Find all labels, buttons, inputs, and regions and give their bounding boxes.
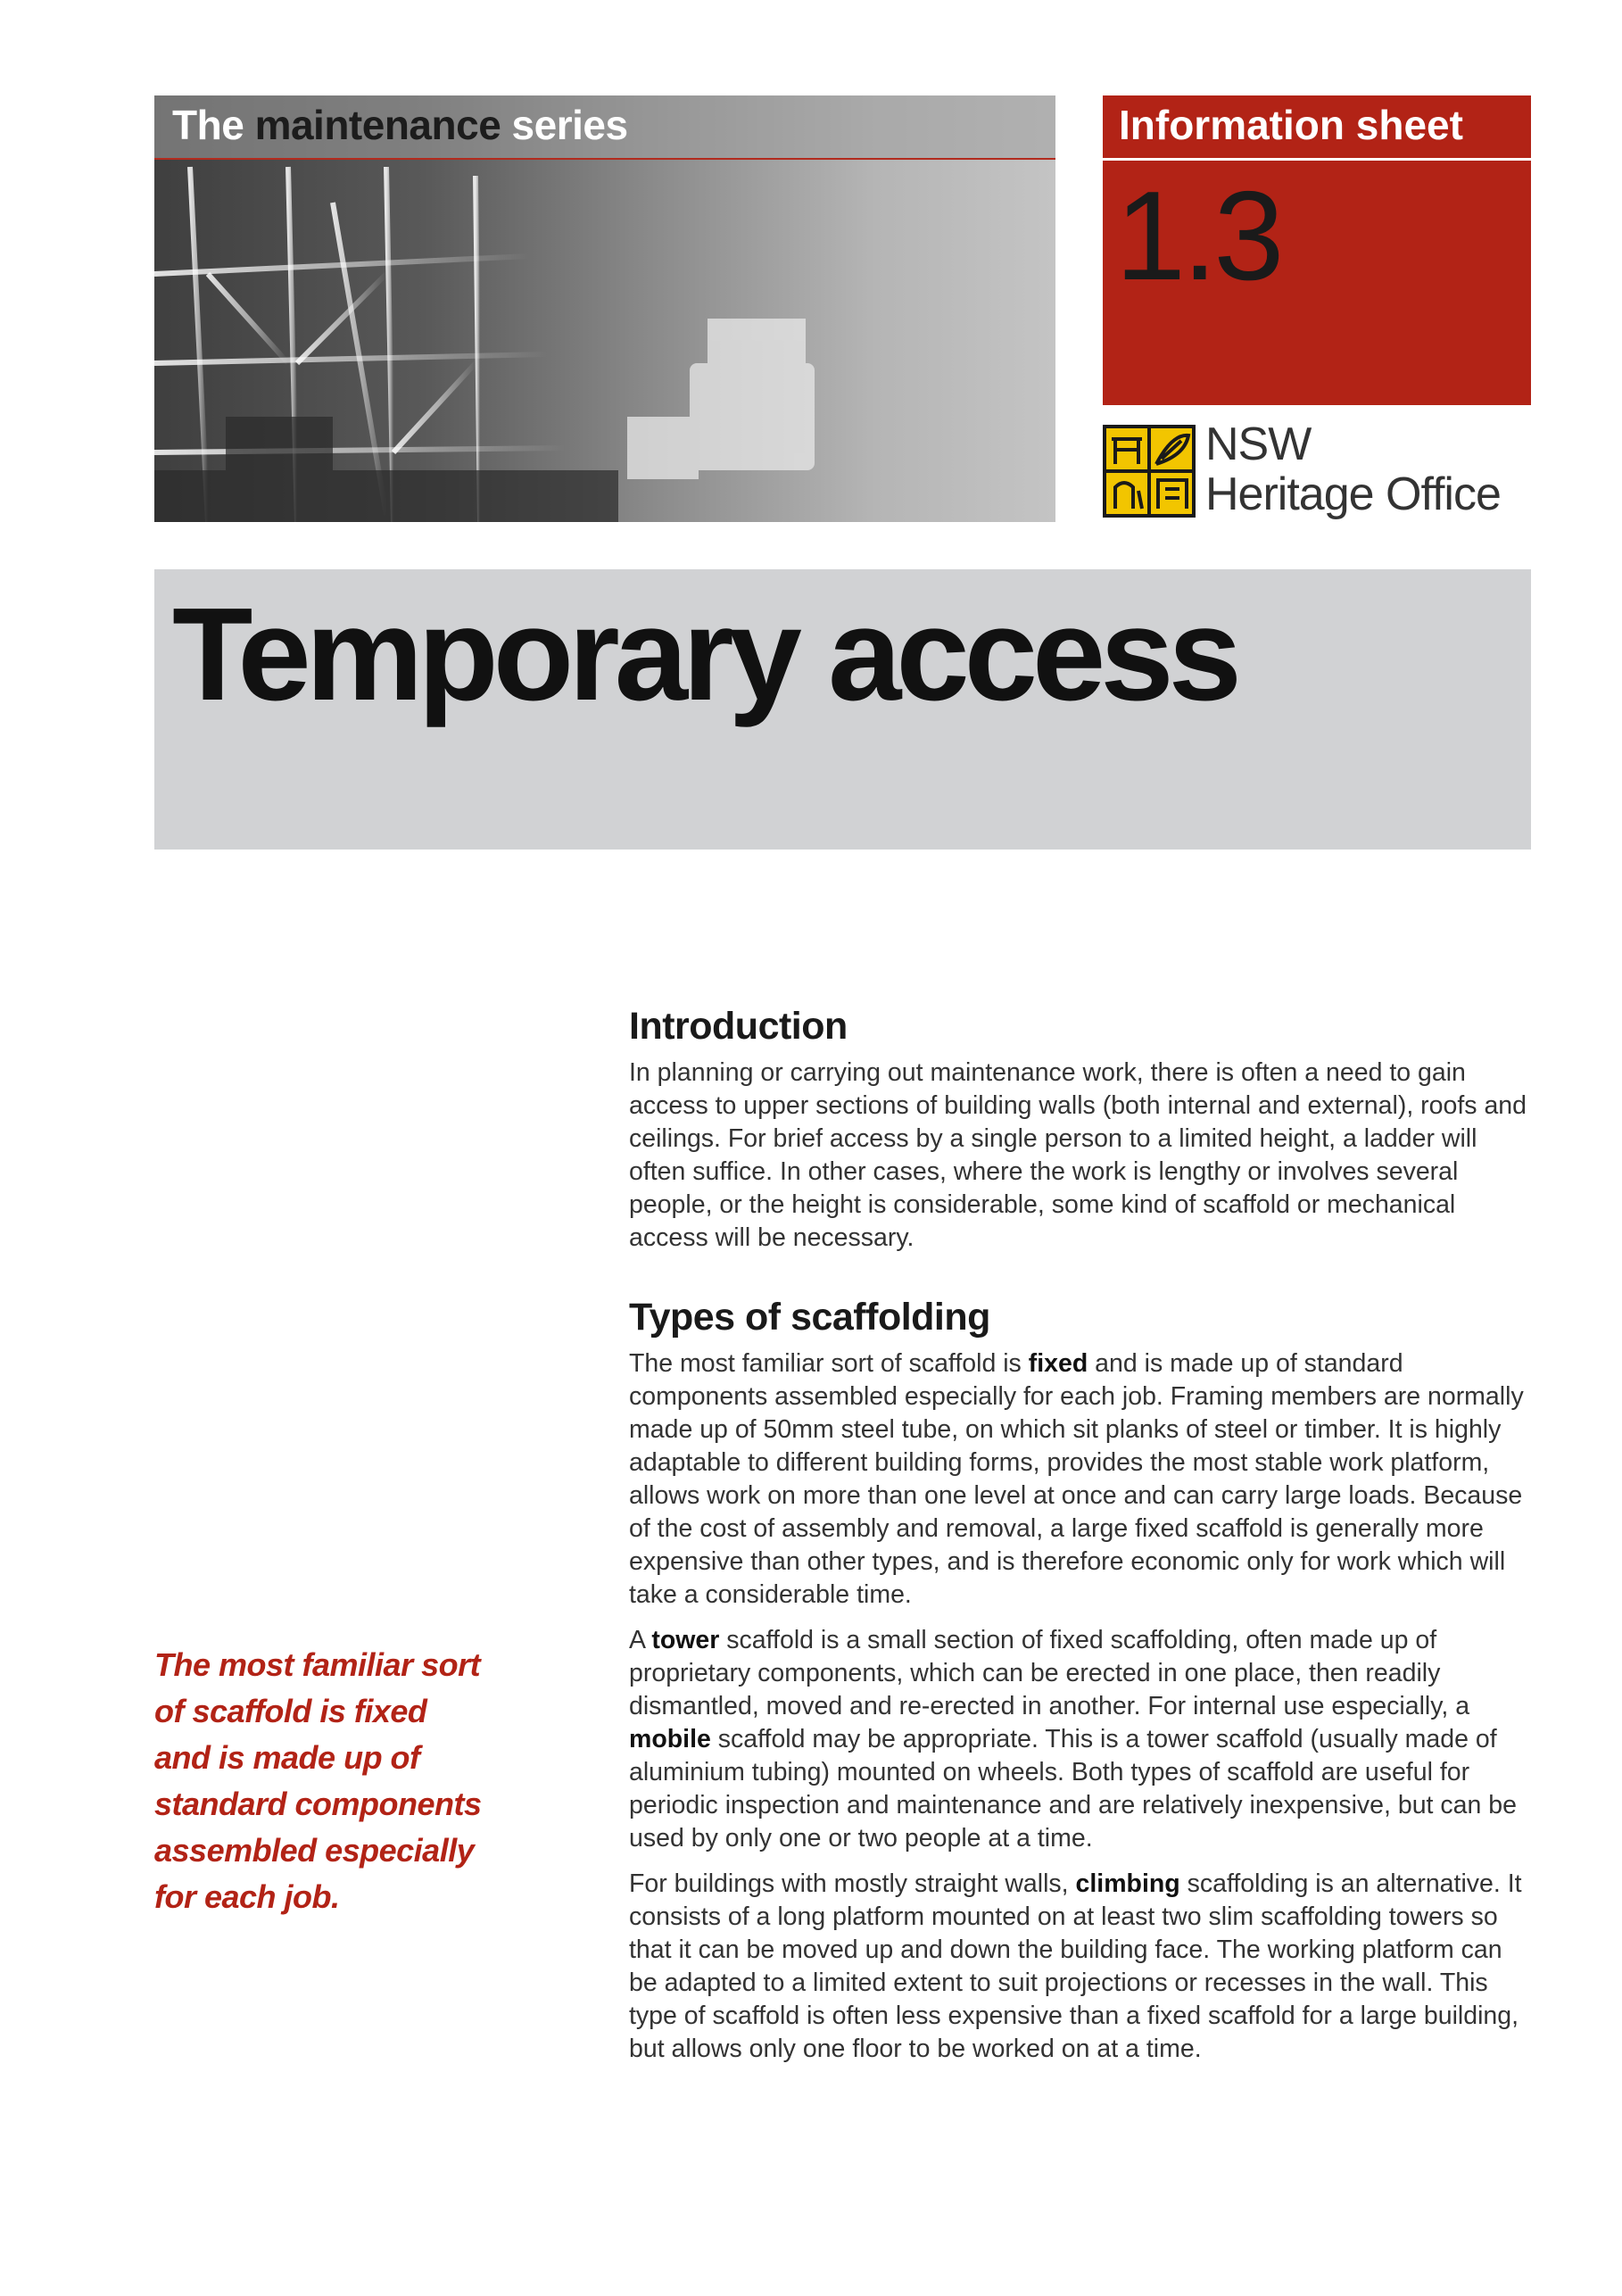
info-sheet-box: [1103, 95, 1531, 405]
section-types-of-scaffolding: [629, 1290, 1530, 2066]
info-sheet-label: Information sheet: [1119, 102, 1463, 148]
info-sheet-number: 1.3: [1115, 165, 1281, 307]
pull-quote: [154, 1642, 529, 1920]
pull-quote-line: of scaffold is fixed: [154, 1693, 427, 1729]
section-introduction: [629, 999, 1530, 1255]
text-run: The most familiar sort of scaffold is: [629, 1349, 1029, 1378]
pull-quote-line: assembled especially: [154, 1832, 475, 1869]
series-word-the: The: [172, 102, 255, 148]
pull-quote-line: standard components: [154, 1786, 482, 1822]
introduction-paragraph: In planning or carrying out maintenance work, there is often a need to gain access to upper sections of building walls (both internal and external), roofs and ceilings. For brief access by a single person to a limited height, a ladder will often suffice. In other cases, where the work is lengthy or involves several people, or the height is considerable, some kind of scaffold or mechanical access will be necessary.: [629, 1058, 1527, 1252]
info-sheet-divider: [1103, 158, 1531, 161]
organisation-name-line2: Heritage Office: [1205, 468, 1501, 520]
pull-quote-line: The most familiar sort: [154, 1646, 481, 1683]
series-word-maintenance: maintenance: [254, 102, 501, 148]
text-run: A: [629, 1626, 652, 1654]
pull-quote-line: and is made up of: [154, 1739, 420, 1776]
heritage-office-logo-icon: [1103, 425, 1196, 518]
types-paragraph-tower: [629, 1624, 1530, 1855]
term-tower: tower: [651, 1626, 720, 1654]
term-climbing: climbing: [1075, 1869, 1180, 1898]
series-title: [172, 101, 628, 149]
term-fixed: fixed: [1028, 1349, 1088, 1378]
text-run: scaffolding is an alternative. It consists of a long platform mounted on at least two slim scaffolding towers so that it can be moved up and down the building face. The working platform can be adapted to a limited extent to suit projections or recesses in the wall. This type of scaffold is often less expensive than a fixed scaffold for a large building, but allows only one floor to be worked on at a time.: [629, 1869, 1522, 2063]
text-run: scaffold is a small section of fixed scaffolding, often made up of proprietary components, which can be erected in one place, then readily dismantled, moved and re-erected in another. For internal use especially, a: [629, 1626, 1470, 1720]
section-heading-types: Types of scaffolding: [629, 1296, 990, 1339]
types-paragraph-fixed: [629, 1347, 1530, 1612]
types-paragraph-climbing: [629, 1868, 1530, 2066]
title-band: [154, 569, 1531, 850]
text-run: For buildings with mostly straight walls,: [629, 1869, 1076, 1898]
main-content: [629, 999, 1530, 2066]
organisation-name: [1205, 419, 1501, 519]
header-banner: [154, 95, 1055, 522]
series-word-series: series: [501, 102, 628, 148]
text-run: scaffold may be appropriate. This is a tower scaffold (usually made of aluminium tubing) mounted on wheels. Both types of scaffold are useful for periodic inspection and maintenance and are relatively inexpensive, but can be used by only one or two people at a time.: [629, 1725, 1517, 1853]
term-mobile: mobile: [629, 1725, 711, 1753]
pull-quote-line: for each job.: [154, 1878, 340, 1915]
section-heading-introduction: Introduction: [629, 1005, 848, 1048]
document-title: Temporary access: [172, 581, 1237, 728]
text-run: and is made up of standard components assembled especially for each job. Framing members are normally made up of 50mm steel tube, on which sit planks of steel or timber. It is highly adaptable to different building forms, provides the most stable work platform, allows work on more than one level at once and can carry large loads. Because of the cost of assembly and removal, a large fixed scaffold is generally more expensive than other types, and is therefore economic only for work which will take a considerable time.: [629, 1349, 1524, 1609]
organisation-name-line1: NSW: [1205, 419, 1312, 470]
